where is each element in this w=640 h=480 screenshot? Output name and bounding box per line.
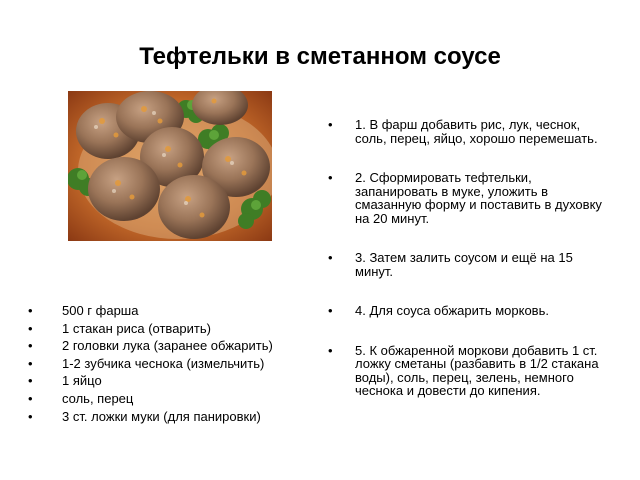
ingredient-item: • 1-2 зубчика чеснока (измельчить) [28, 355, 318, 373]
ingredient-item: • соль, перец [28, 390, 318, 408]
ingredient-item: • 1 стакан риса (отварить) [28, 320, 318, 338]
ingredient-item: • 2 головки лука (заранее обжарить) [28, 337, 318, 355]
ingredients-list [28, 302, 318, 425]
recipe-step: • 5. К обжаренной моркови добавить 1 ст. ложку сметаны (разбавить в 1/2 стакана воды), соль, перец, зелень, немного чеснока и довести до кипения. [328, 344, 608, 398]
recipe-steps-list [328, 118, 608, 398]
meatballs-photo [68, 91, 272, 241]
recipe-step: • 3. Затем залить соусом и ещё на 15 минут. [328, 251, 608, 278]
ingredient-item: • 1 яйцо [28, 372, 318, 390]
ingredient-item: • 500 г фарша [28, 302, 318, 320]
slide-title: Тефтельки в сметанном соусе [139, 43, 501, 70]
ingredient-item: • 3 ст. ложки муки (для панировки) [28, 408, 318, 426]
recipe-step: • 4. Для соуса обжарить морковь. [328, 304, 608, 318]
recipe-step: • 1. В фарш добавить рис, лук, чеснок, соль, перец, яйцо, хорошо перемешать. [328, 118, 608, 145]
recipe-step: • 2. Сформировать тефтельки, запанировать в муке, уложить в смазанную форму и поставить в духовку на 20 минут. [328, 171, 608, 225]
